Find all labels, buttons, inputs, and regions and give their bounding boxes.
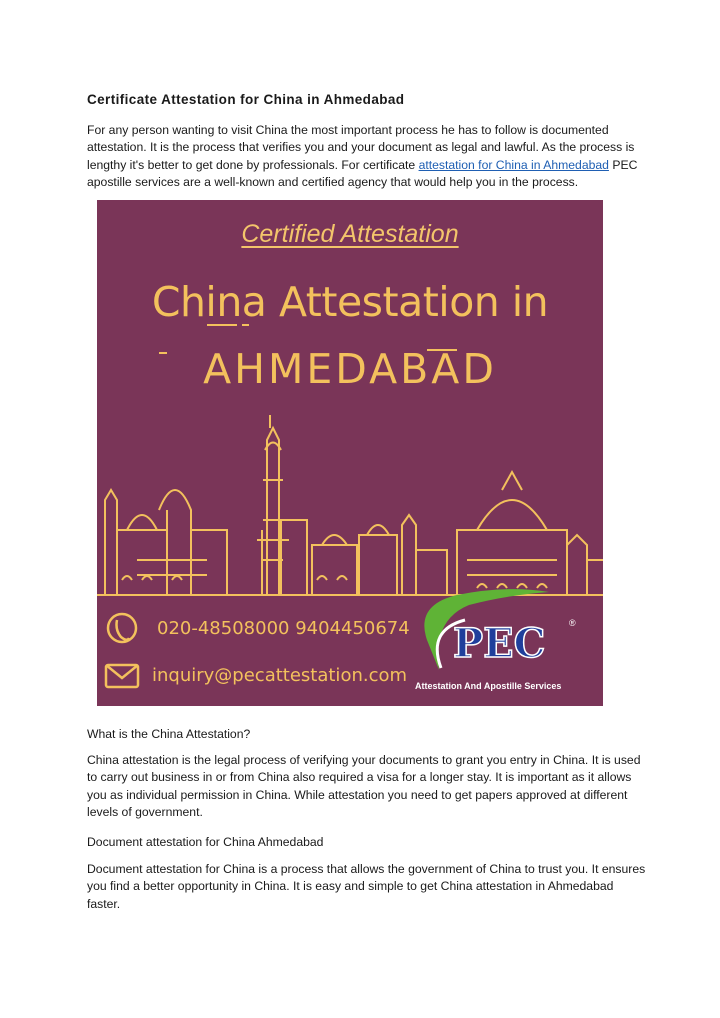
page-title: Certificate Attestation for China in Ahmedabad [87, 92, 405, 107]
banner-headline-line2: AHMEDABAD [203, 345, 497, 393]
promo-banner-image [97, 200, 603, 706]
section-heading-document-attestation: Document attestation for China Ahmedabad [87, 835, 324, 849]
banner-email: inquiry@pecattestation.com [152, 665, 408, 686]
pec-logo-subtitle: Attestation And Apostille Services [415, 681, 562, 691]
registered-mark: ® [569, 618, 576, 628]
attestation-link[interactable]: attestation for China in Ahmedabad [418, 157, 609, 172]
mail-icon [106, 665, 138, 687]
banner-headline-line1: China Attestation in [151, 278, 549, 326]
intro-text-after: PEC apostille services are a well-known and certified agency that would help you in the process. [87, 157, 638, 189]
pec-logo-text: PEC [453, 620, 546, 667]
section-paragraph-china-attestation: China attestation is the legal process of verifying your documents to grant you entry in China. It is used to carry out business in or from China also required a visa for a longer stay. It is important as it allows you as individual permission in China. While attestation you need to get papers approved at different levels of government. [87, 753, 641, 819]
banner-phone: 020-48508000 9404450674 [157, 618, 410, 639]
section-paragraph-document-attestation: Document attestation for China is a process that allows the government of China to trust you. It ensures you find a better opportunity in China. It is easy and simple to get China attestation in Ahmedabad faster. [87, 862, 646, 911]
banner-tagline: Certified Attestation [241, 220, 459, 248]
intro-paragraph [87, 122, 647, 191]
section-heading-what-is: What is the China Attestation? [87, 727, 251, 741]
phone-icon [108, 614, 136, 642]
intro-text-before: For any person wanting to visit China the most important process he has to follow is documented attestation. It is the process that verifies you and your document as legal and lawful. As the process is lengthy it's better to get done by professionals. For certificate [87, 123, 635, 172]
